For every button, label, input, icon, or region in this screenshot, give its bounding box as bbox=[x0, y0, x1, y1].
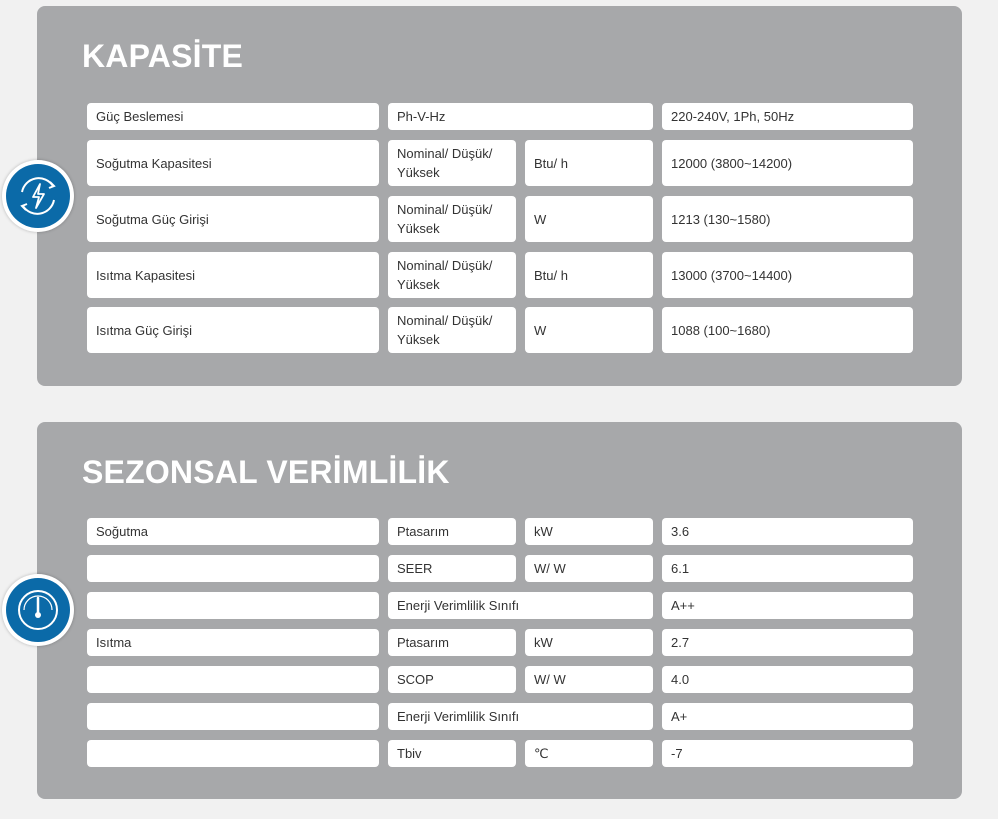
capacity-row-unit: Btu/ h bbox=[525, 140, 653, 186]
capacity-row-value: 220-240V, 1Ph, 50Hz bbox=[662, 103, 913, 130]
seasonal-row-unit: kW bbox=[525, 629, 653, 656]
capacity-row-param: Nominal/ Düşük/ Yüksek bbox=[388, 196, 516, 242]
seasonal-row-label: Soğutma bbox=[87, 518, 379, 545]
seasonal-row-param: Enerji Verimlilik Sınıfı bbox=[388, 703, 653, 730]
seasonal-panel bbox=[37, 422, 962, 799]
capacity-row-label: Soğutma Güç Girişi bbox=[87, 196, 379, 242]
seasonal-row-unit: kW bbox=[525, 518, 653, 545]
seasonal-row-label bbox=[87, 666, 379, 693]
seasonal-row-param: SCOP bbox=[388, 666, 516, 693]
capacity-row-unit: W bbox=[525, 307, 653, 353]
seasonal-row-param: Ptasarım bbox=[388, 518, 516, 545]
capacity-row-label: Isıtma Kapasitesi bbox=[87, 252, 379, 298]
capacity-row-value: 13000 (3700~14400) bbox=[662, 252, 913, 298]
capacity-badge bbox=[2, 160, 74, 232]
capacity-row-param: Nominal/ Düşük/ Yüksek bbox=[388, 307, 516, 353]
seasonal-row-value: -7 bbox=[662, 740, 913, 767]
capacity-row-param: Nominal/ Düşük/ Yüksek bbox=[388, 252, 516, 298]
seasonal-row-value: A++ bbox=[662, 592, 913, 619]
seasonal-row-unit: W/ W bbox=[525, 666, 653, 693]
seasonal-row-label bbox=[87, 703, 379, 730]
capacity-row-unit: W bbox=[525, 196, 653, 242]
seasonal-row-label bbox=[87, 555, 379, 582]
seasonal-row-unit: ℃ bbox=[525, 740, 653, 767]
seasonal-row-unit: W/ W bbox=[525, 555, 653, 582]
seasonal-row-value: 4.0 bbox=[662, 666, 913, 693]
seasonal-row-label bbox=[87, 592, 379, 619]
seasonal-row-label: Isıtma bbox=[87, 629, 379, 656]
seasonal-title: SEZONSAL VERİMLİLİK bbox=[82, 454, 450, 490]
seasonal-row-param: SEER bbox=[388, 555, 516, 582]
seasonal-badge bbox=[2, 574, 74, 646]
capacity-title: KAPASİTE bbox=[82, 38, 244, 74]
gauge-icon bbox=[13, 585, 63, 635]
seasonal-row-param: Enerji Verimlilik Sınıfı bbox=[388, 592, 653, 619]
seasonal-row-param: Tbiv bbox=[388, 740, 516, 767]
capacity-row-value: 1213 (130~1580) bbox=[662, 196, 913, 242]
seasonal-row-label bbox=[87, 740, 379, 767]
capacity-row-value: 1088 (100~1680) bbox=[662, 307, 913, 353]
capacity-row-label: Isıtma Güç Girişi bbox=[87, 307, 379, 353]
seasonal-row-param: Ptasarım bbox=[388, 629, 516, 656]
seasonal-row-value: 6.1 bbox=[662, 555, 913, 582]
capacity-row-value: 12000 (3800~14200) bbox=[662, 140, 913, 186]
capacity-row-label: Güç Beslemesi bbox=[87, 103, 379, 130]
capacity-panel bbox=[37, 6, 962, 386]
capacity-row-param: Ph-V-Hz bbox=[388, 103, 653, 130]
capacity-row-unit: Btu/ h bbox=[525, 252, 653, 298]
seasonal-row-value: 2.7 bbox=[662, 629, 913, 656]
capacity-row-label: Soğutma Kapasitesi bbox=[87, 140, 379, 186]
seasonal-row-value: A+ bbox=[662, 703, 913, 730]
power-cycle-icon bbox=[13, 171, 63, 221]
capacity-row-param: Nominal/ Düşük/ Yüksek bbox=[388, 140, 516, 186]
seasonal-row-value: 3.6 bbox=[662, 518, 913, 545]
